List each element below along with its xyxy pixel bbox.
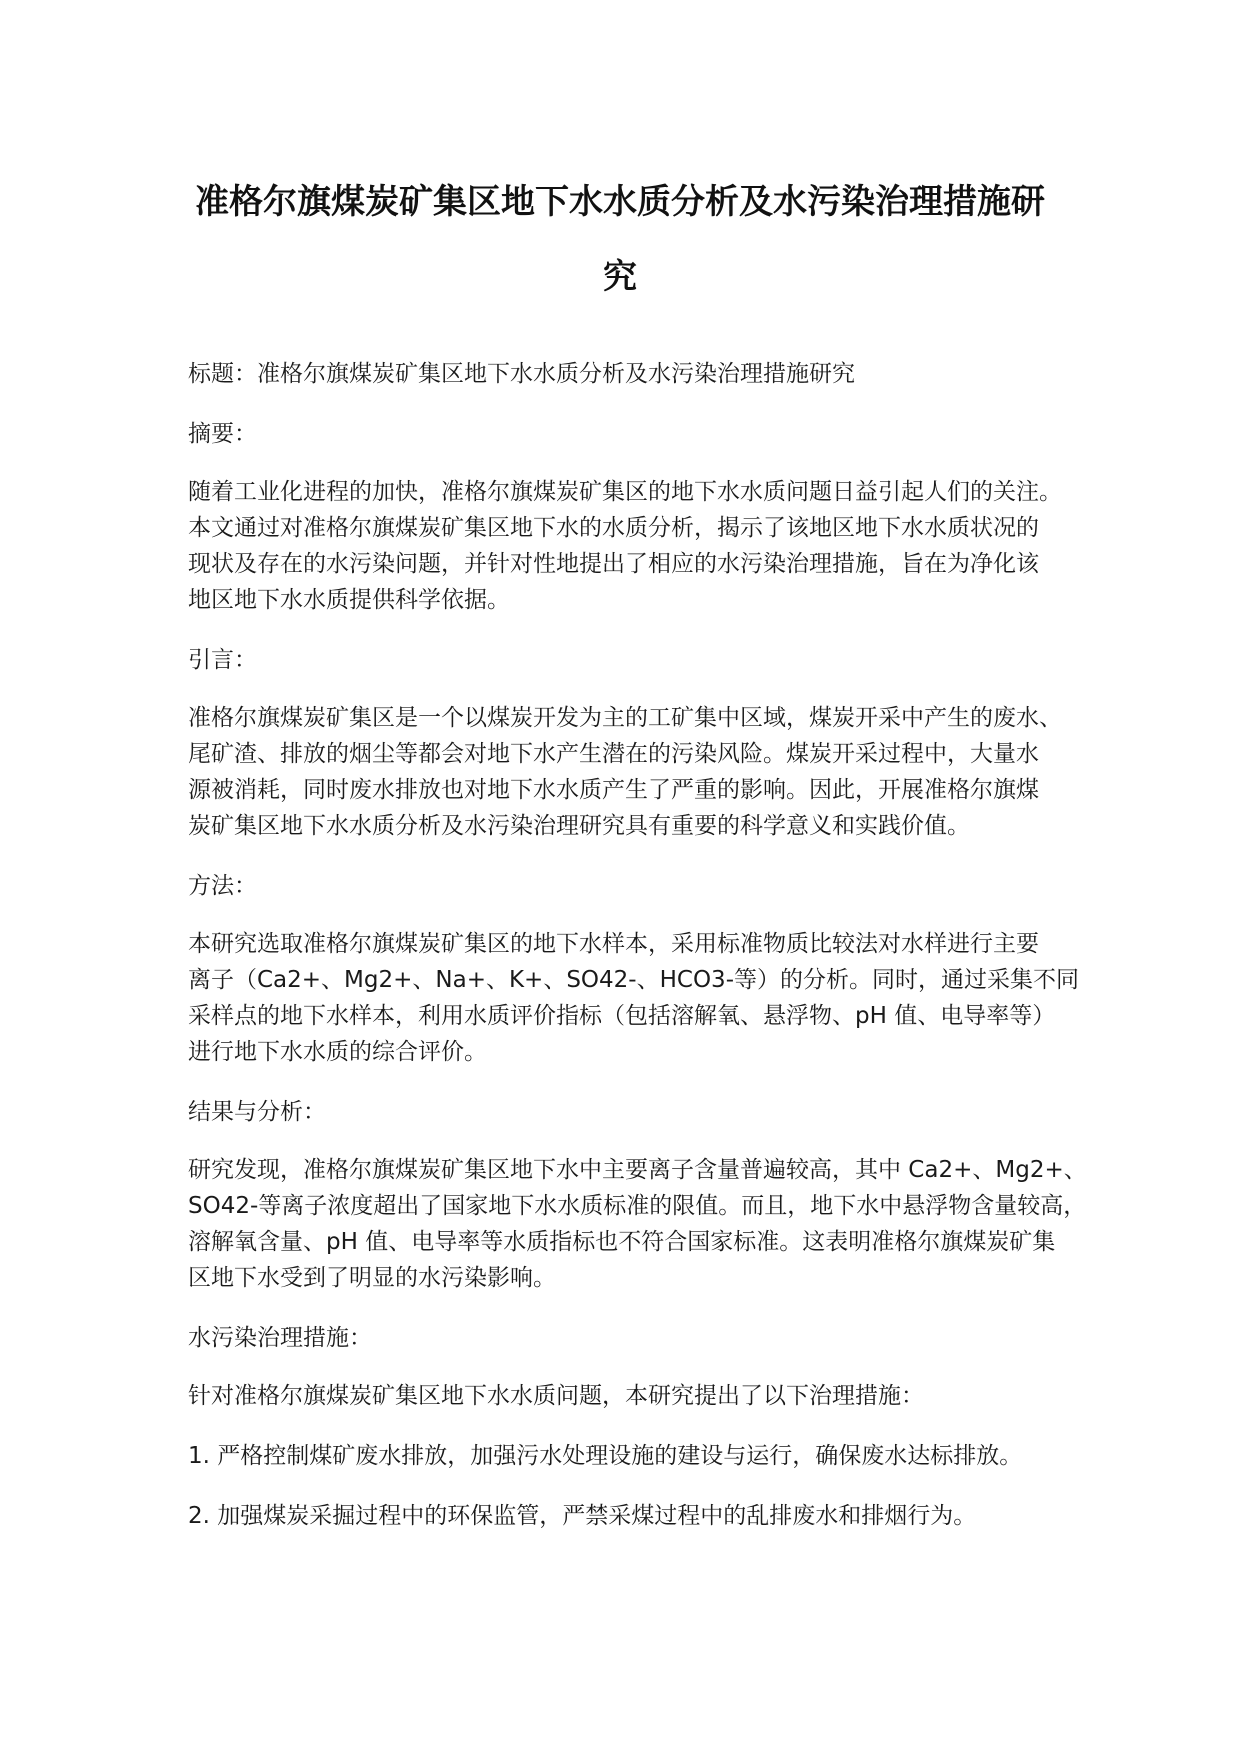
intro-line: 炭矿集区地下水水质分析及水污染治理研究具有重要的科学意义和实践价值。 <box>188 813 970 839</box>
abstract-line: 本文通过对准格尔旗煤炭矿集区地下水的水质分析，揭示了该地区地下水水质状况的 <box>188 515 1039 541</box>
abstract-line: 地区地下水水质提供科学依据。 <box>188 587 510 613</box>
measures-item-2: 2. 加强煤炭采掘过程中的环保监管，严禁采煤过程中的乱排废水和排烟行为。 <box>188 1503 977 1529</box>
methods-line: 本研究选取准格尔旗煤炭矿集区的地下水样本，采用标准物质比较法对水样进行主要 <box>188 931 1039 957</box>
methods-line: 进行地下水水质的综合评价。 <box>188 1039 487 1065</box>
intro-line: 准格尔旗煤炭矿集区是一个以煤炭开发为主的工矿集中区域，煤炭开采中产生的废水、 <box>188 705 1062 731</box>
results-line: 研究发现，准格尔旗煤炭矿集区地下水中主要离子含量普遍较高，其中 Ca2+、Mg2+、 <box>188 1157 1087 1183</box>
document-title-line-2: 究 <box>603 257 637 297</box>
intro-line: 源被消耗，同时废水排放也对地下水水质产生了严重的影响。因此，开展准格尔旗煤 <box>188 777 1039 803</box>
results-line: SO42-等离子浓度超出了国家地下水水质标准的限值。而且，地下水中悬浮物含量较高， <box>188 1193 1087 1219</box>
measures-item-1: 1. 严格控制煤矿废水排放，加强污水处理设施的建设与运行，确保废水达标排放。 <box>188 1443 1023 1469</box>
measures-heading: 水污染治理措施： <box>188 1325 372 1351</box>
abstract-heading: 摘要： <box>188 421 257 447</box>
methods-paragraph <box>188 926 1088 1070</box>
intro-heading: 引言： <box>188 647 257 673</box>
intro-line: 尾矿渣、排放的烟尘等都会对地下水产生潜在的污染风险。煤炭开采过程中，大量水 <box>188 741 1039 767</box>
intro-paragraph <box>188 700 1088 844</box>
document-title-line-1: 准格尔旗煤炭矿集区地下水水质分析及水污染治理措施研 <box>195 182 1045 222</box>
results-line: 区地下水受到了明显的水污染影响。 <box>188 1265 556 1291</box>
abstract-line: 随着工业化进程的加快，准格尔旗煤炭矿集区的地下水水质问题日益引起人们的关注。 <box>188 479 1062 505</box>
results-paragraph <box>188 1152 1088 1296</box>
measures-intro: 针对准格尔旗煤炭矿集区地下水水质问题，本研究提出了以下治理措施： <box>188 1383 924 1409</box>
results-heading: 结果与分析： <box>188 1099 326 1125</box>
title-statement: 标题：准格尔旗煤炭矿集区地下水水质分析及水污染治理措施研究 <box>188 361 855 387</box>
methods-line: 离子（Ca2+、Mg2+、Na+、K+、SO42-、HCO3-等）的分析。同时，通过采集不同 <box>188 967 1079 993</box>
abstract-paragraph <box>188 474 1088 618</box>
results-line: 溶解氧含量、pH 值、电导率等水质指标也不符合国家标准。这表明准格尔旗煤炭矿集 <box>188 1229 1056 1255</box>
document-body <box>188 356 1088 1558</box>
abstract-line: 现状及存在的水污染问题，并针对性地提出了相应的水污染治理措施，旨在为净化该 <box>188 551 1039 577</box>
methods-line: 采样点的地下水样本，利用水质评价指标（包括溶解氧、悬浮物、pH 值、电导率等） <box>188 1003 1056 1029</box>
methods-heading: 方法： <box>188 873 257 899</box>
